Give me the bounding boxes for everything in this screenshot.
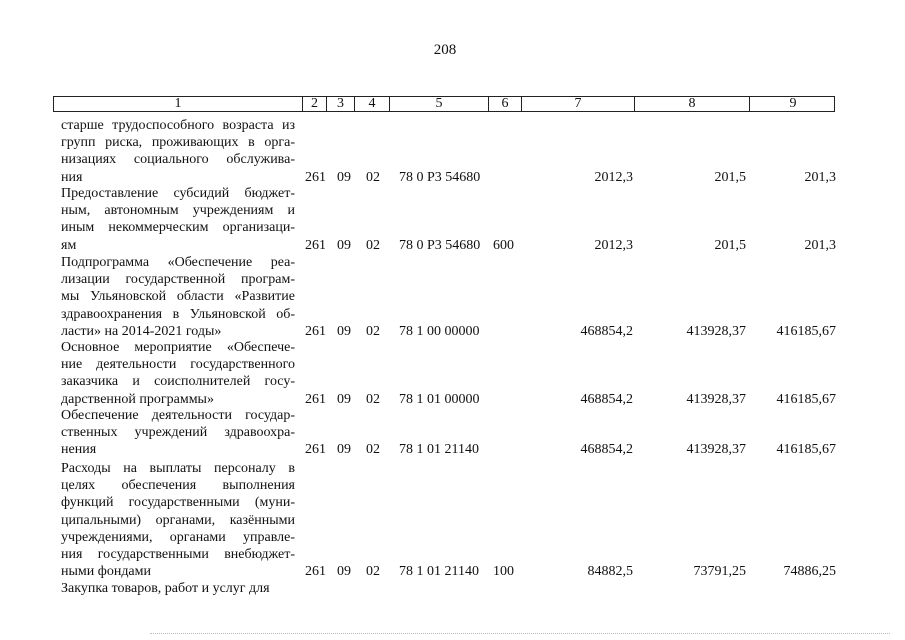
description-line: Подпрограмма «Обеспечение реа-: [61, 255, 295, 270]
table-header: [53, 96, 835, 112]
description-line: лизации государственной програм-: [61, 272, 295, 288]
description-line: дарственной программы»: [61, 391, 214, 407]
cell-section: 09: [337, 169, 351, 185]
cell-amount-9: 201,3: [804, 169, 836, 185]
cell-target-article: 78 1 01 21140: [399, 442, 479, 458]
description-line: ным, автономным учреждениям и: [61, 203, 295, 219]
description-line: ципальными) органами, казёнными: [61, 512, 295, 528]
row-description: [61, 407, 295, 459]
row-description: [61, 580, 295, 597]
description-line: ственных учреждений здравоохра-: [61, 425, 295, 441]
cell-subsection: 02: [366, 323, 380, 339]
description-line: ям: [61, 237, 77, 253]
row-description: [61, 185, 295, 254]
cell-target-article: 78 0 Р3 54680: [399, 169, 481, 185]
description-line: функций государственными (муни-: [61, 495, 295, 511]
description-line: групп риска, проживающих в орга-: [61, 135, 295, 151]
cell-amount-7: 468854,2: [580, 391, 633, 407]
description-line: ния: [61, 169, 83, 185]
cell-amount-8: 201,5: [714, 169, 746, 185]
description-line: ными фондами: [61, 564, 152, 580]
cell-ministry: 261: [305, 442, 326, 458]
description-line: целях обеспечения выполнения: [61, 478, 295, 494]
description-line: здравоохранения в Ульяновской об-: [61, 306, 295, 322]
header-col-1: 1: [174, 96, 182, 111]
cell-target-article: 78 1 00 00000: [399, 323, 480, 339]
cell-ministry: 261: [305, 564, 326, 580]
cell-subsection: 02: [366, 169, 380, 185]
description-line: Основное мероприятие «Обеспече-: [61, 340, 295, 355]
cell-section: 09: [337, 237, 351, 253]
cell-target-article: 78 1 01 00000: [399, 391, 480, 407]
description-line: ласти» на 2014-2021 годы»: [61, 323, 222, 339]
header-col-7: 7: [521, 97, 634, 111]
cell-ministry: 261: [305, 323, 326, 339]
row-description: [61, 339, 295, 408]
description-line: заказчика и соисполнителей госу-: [61, 374, 295, 390]
cell-amount-7: 84882,5: [587, 564, 633, 580]
cell-subsection: 02: [366, 564, 380, 580]
cell-amount-8: 201,5: [714, 237, 746, 253]
cell-amount-7: 2012,3: [594, 237, 633, 253]
row-description: [61, 460, 295, 580]
row-description: [61, 117, 295, 186]
cell-expense-type: 100: [493, 564, 514, 580]
cell-subsection: 02: [366, 442, 380, 458]
cell-section: 09: [337, 323, 351, 339]
header-col-9: 9: [749, 97, 836, 111]
description-line: учреждениями, органами управле-: [61, 529, 295, 545]
description-line: Закупка товаров, работ и услуг для: [61, 581, 270, 596]
cell-amount-9: 201,3: [804, 237, 836, 253]
cell-ministry: 261: [305, 391, 326, 407]
cell-expense-type: 600: [493, 237, 514, 253]
cell-amount-8: 413928,37: [686, 323, 746, 339]
cell-amount-8: 413928,37: [686, 442, 746, 458]
header-col-4: 4: [354, 97, 389, 111]
description-line: нения: [61, 442, 97, 458]
cell-amount-8: 413928,37: [686, 391, 746, 407]
cell-amount-8: 73791,25: [693, 564, 746, 580]
scan-edge-line: [150, 633, 890, 634]
description-line: ния государственными внебюджет-: [61, 547, 295, 563]
cell-section: 09: [337, 564, 351, 580]
description-line: Предоставление субсидий бюджет-: [61, 186, 295, 201]
cell-subsection: 02: [366, 237, 380, 253]
cell-section: 09: [337, 442, 351, 458]
row-description: [61, 254, 295, 340]
header-col-5: 5: [389, 97, 488, 111]
cell-target-article: 78 1 01 21140: [399, 564, 479, 580]
description-line: ние деятельности государственного: [61, 357, 295, 373]
page-number: 208: [433, 42, 457, 58]
description-line: мы Ульяновской области «Развитие: [61, 289, 295, 305]
description-line: низациях социального обслужива-: [61, 152, 295, 168]
cell-amount-9: 416185,67: [776, 391, 836, 407]
header-col-6: 6: [488, 97, 521, 111]
cell-section: 09: [337, 391, 351, 407]
description-line: Обеспечение деятельности государ-: [61, 408, 295, 423]
cell-amount-7: 2012,3: [594, 169, 633, 185]
description-line: иным некоммерческим организаци-: [61, 220, 295, 236]
header-col-2: 2: [302, 97, 326, 111]
description-line: старше трудоспособного возраста из: [61, 118, 295, 133]
cell-amount-9: 74886,25: [783, 564, 836, 580]
header-col-8: 8: [634, 97, 749, 111]
cell-amount-7: 468854,2: [580, 323, 633, 339]
header-col-3: 3: [326, 97, 354, 111]
cell-subsection: 02: [366, 391, 380, 407]
cell-amount-9: 416185,67: [776, 323, 836, 339]
cell-ministry: 261: [305, 169, 326, 185]
description-line: Расходы на выплаты персоналу в: [61, 461, 295, 476]
cell-amount-7: 468854,2: [580, 442, 633, 458]
cell-amount-9: 416185,67: [776, 442, 836, 458]
cell-ministry: 261: [305, 237, 326, 253]
cell-target-article: 78 0 Р3 54680: [399, 237, 481, 253]
